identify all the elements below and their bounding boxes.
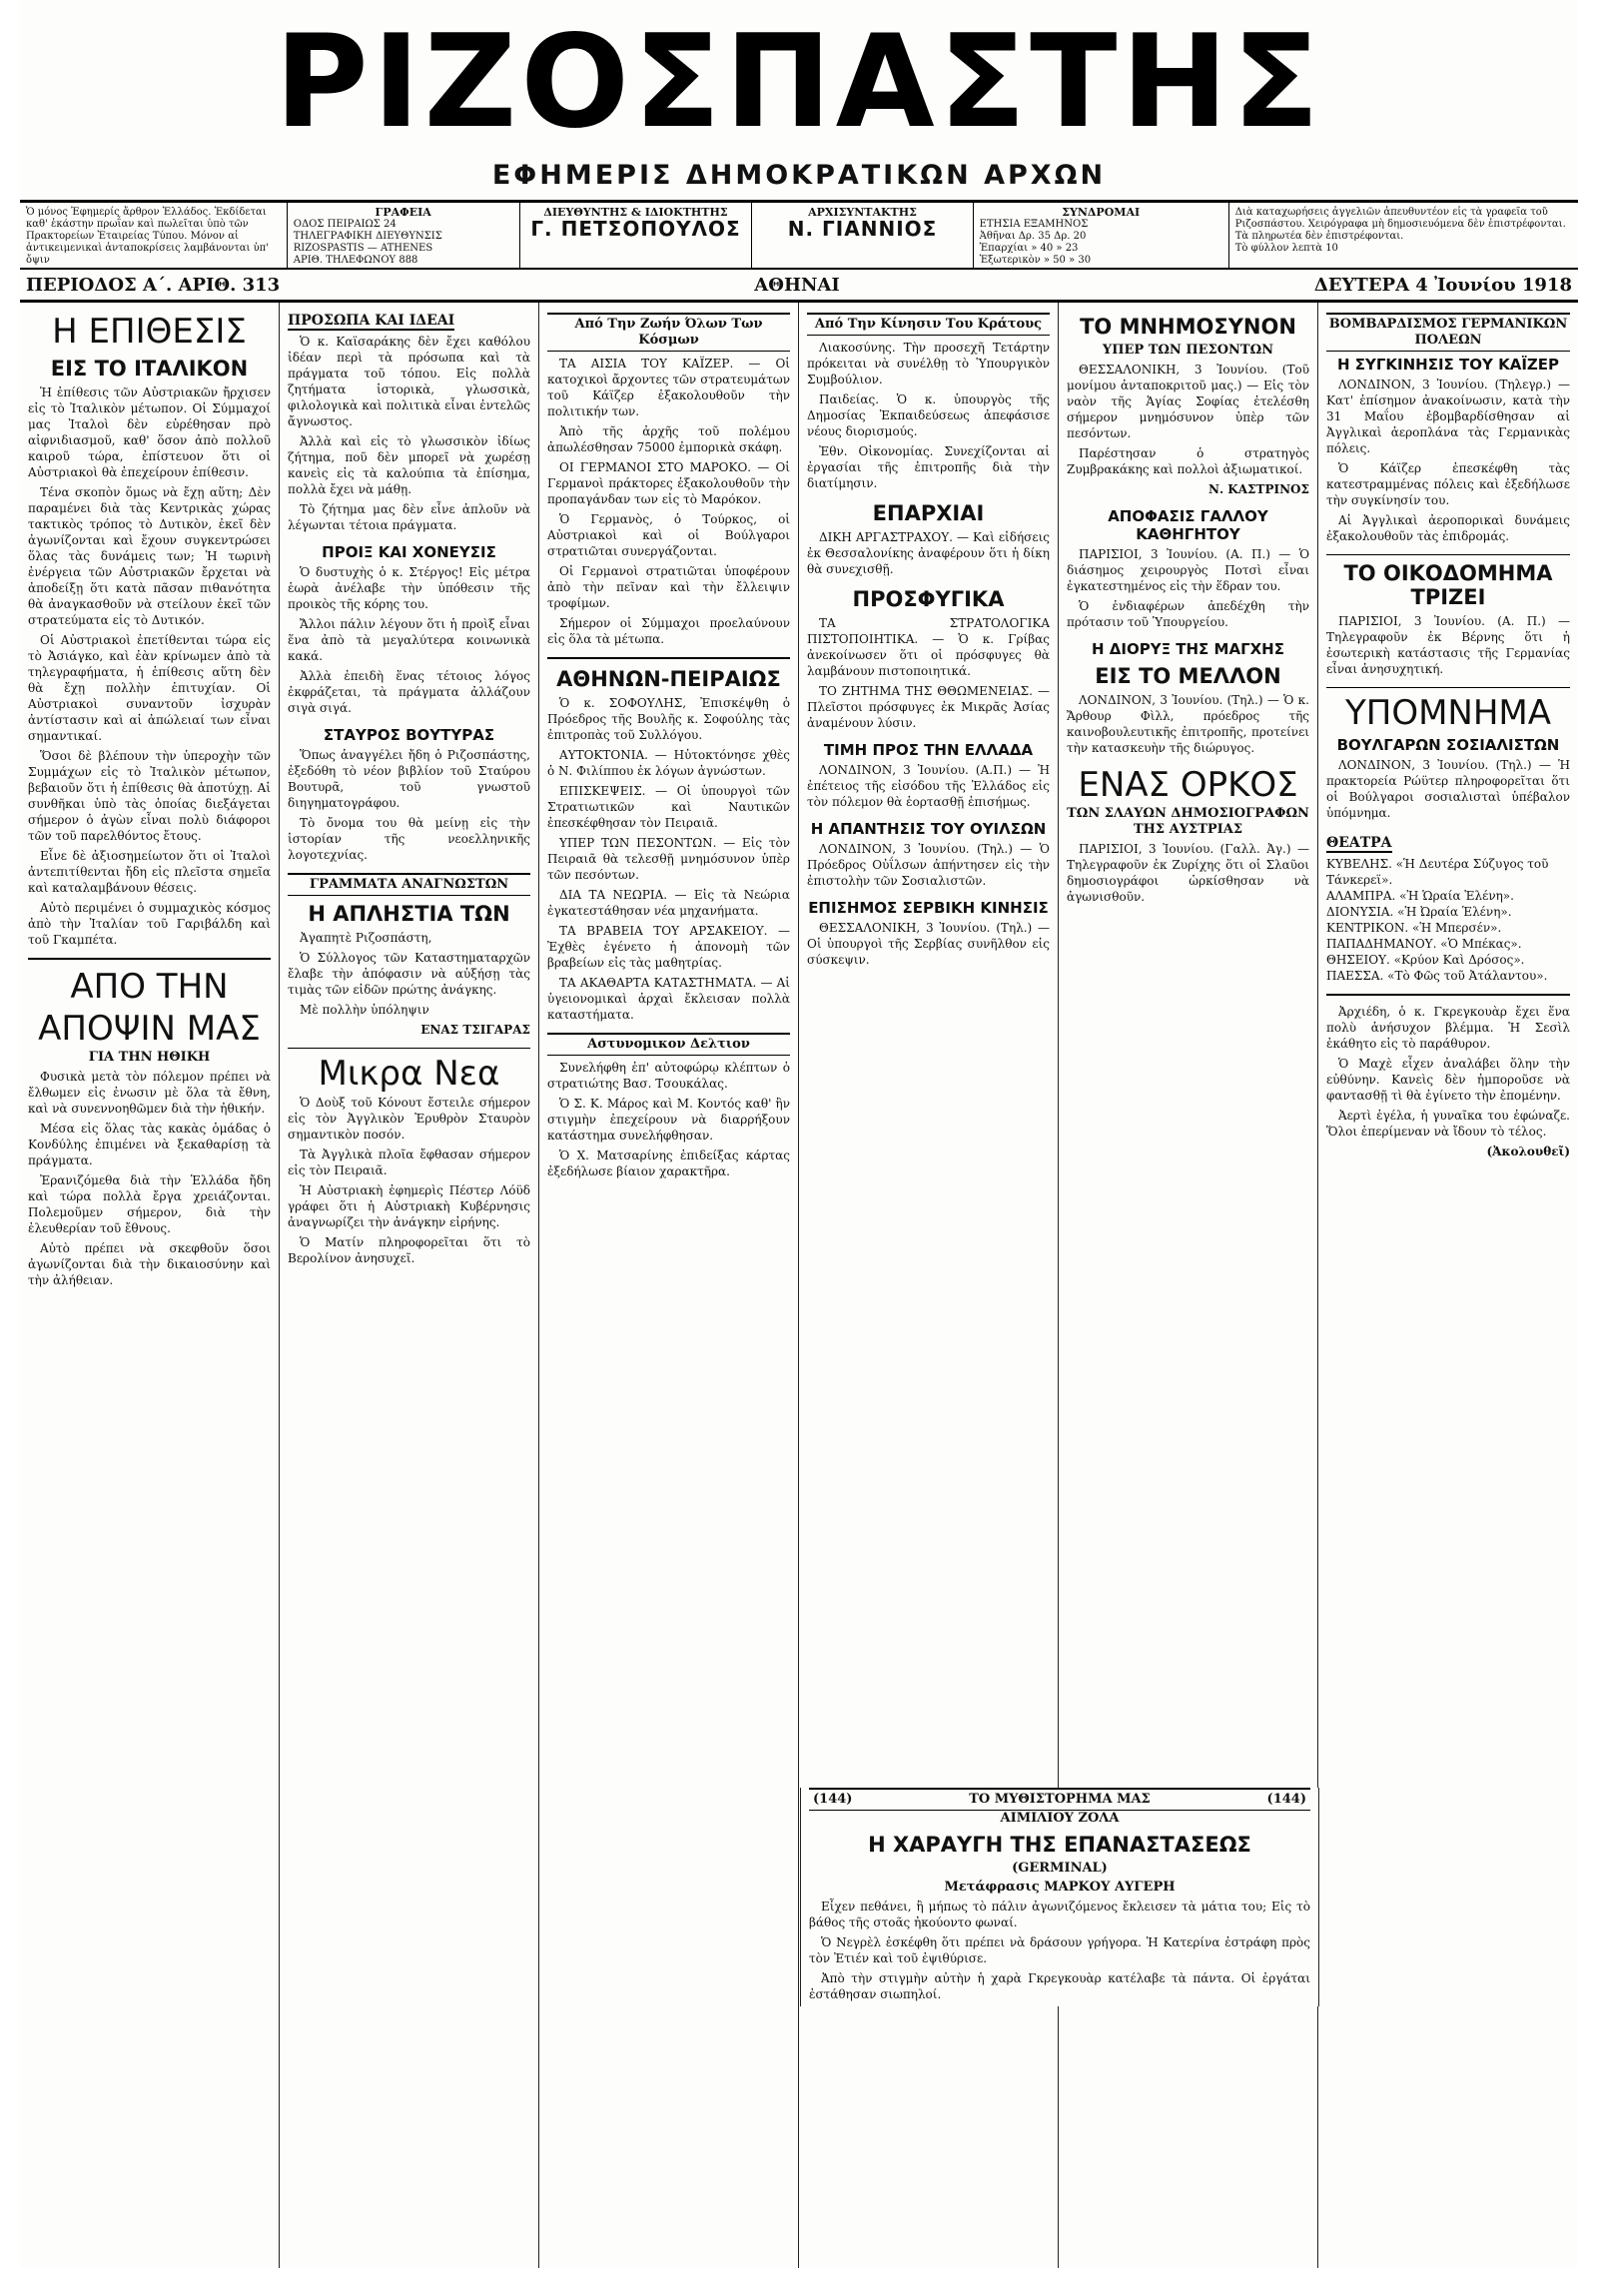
paragraph: Ὁ Ματίν πληροφορεῖται ὅτι τὸ Βερολίνον ἀνησυχεῖ. (288, 1235, 530, 1265)
article-headline: Μικρα Νεα (318, 1054, 500, 1094)
paragraph: ΛΟΝΔΙΝΟΝ, 3 Ἰουνίου. (Τηλ.) — Ἡ πρακτορεία Ρώϋτερ πληροφορεῖται ὅτι οἱ Βούλγαροι σοσιαλισταὶ ὑπέβαλον ὑπόμνημα. (1326, 758, 1570, 820)
serial-novel (800, 1788, 1319, 2006)
serial-continuation (1326, 1004, 1570, 1159)
article-headline: ΤΙΜΗ ΠΡΟΣ ΤΗΝ ΕΛΛΑΔΑ (823, 741, 1034, 759)
office-line: ΑΡΙΘ. ΤΗΛΕΦΩΝΟΥ 888 (293, 255, 418, 266)
paragraph: ΤΟ ΖΗΤΗΜΑ ΤΗΣ ΘΘΩΜΕΝΕΙΑΣ. — Πλεῖστοι πρόσφυγες ἐκ Μικρᾶς Ἀσίας ἀναμένουν λύσιν. (807, 684, 1050, 730)
paragraph: Ἀλλὰ καὶ εἰς τὸ γλωσσικὸν ἰδίως ζήτημα, ποῦ δὲν μπορεῖ νὰ χωρέσῃ κανεὶς εἰς τὰ καλούπια τὰ ἐπίσημα, πολλὰ ἔχει νὰ μάθῃ. (288, 434, 530, 496)
city: ΑΘΗΝΑΙ (754, 274, 840, 296)
paragraph: Ὁ κ. Καϊσαράκης δὲν ἔχει καθόλου ἰδέαν περὶ τὰ πρόσωπα καὶ τὰ πράγματα τοῦ τόπου. Εἰς πολλὰ ζητήματα ἱστορικὰ, γλωσσικὰ, φιλολογικὰ καὶ πολιτικὰ εἶναι ἐντελῶς ἄγνωστος. (288, 335, 530, 428)
paragraph: ΤΑ ΑΚΑΘΑΡΤΑ ΚΑΤΑΣΤΗΜΑΤΑ. — Αἱ ὑγειονομικαὶ ἀρχαὶ ἔκλεισαν πολλὰ καταστήματα. (547, 976, 790, 1022)
article-channel-tunnel (1067, 640, 1309, 756)
paragraph: Ὁ Χ. Ματσαρίνης ἐπιδείξας κάρτας ἐξεδήλωσε βίαιον χαρακτῆρα. (547, 1148, 790, 1178)
paragraph: ΘΕΣΣΑΛΟΝΙΚΗ, 3 Ἰουνίου. (Τηλ.) — Οἱ ὑπουργοὶ τῆς Σερβίας συνῆλθον εἰς σύσκεψιν. (807, 921, 1050, 967)
article-subheadline: Η ΣΥΓΚΙΝΗΣΙΣ ΤΟΥ ΚΑΪΖΕΡ (1336, 356, 1560, 374)
serial-number-right: (144) (1266, 1792, 1306, 1807)
section-label: Από Την Ζωήν Όλων Των Κόσμων (547, 313, 790, 352)
paragraph: Τὸ ὄνομα του θὰ μείνῃ εἰς τὴν ἱστορίαν τῆς νεοελληνικῆς λογοτεχνίας. (288, 816, 530, 862)
article-world-news (547, 313, 790, 647)
signature: Ν. ΚΑΣΤΡΙΝΟΣ (1207, 482, 1309, 496)
opinion-article (28, 968, 271, 1288)
editor-name: Ν. ΓΙΑΝΝΙΟΣ (787, 217, 938, 241)
continued-note: (Ἀκολουθεῖ) (1486, 1145, 1570, 1158)
paragraph: ΛΟΝΔΙΝΟΝ, 3 Ἰουνίου. (Τηλ.) — Ὁ κ. Ἄρθουρ Φὶλλ, πρόεδρος τῆς καινοβουλευτικῆς ἐπιτροπῆς, προτείνει τὴν κατασκευὴν τῆς διώρυγος. (1067, 693, 1309, 755)
issue-date: ΔΕΥΤΕΡΑ 4 Ἰουνίου 1918 (1313, 274, 1572, 296)
article-bombardment (1326, 313, 1570, 544)
newspaper-page (20, 0, 1578, 2267)
subscriptions-box (974, 203, 1229, 268)
paragraph: ΤΑ ΑΙΣΙΑ ΤΟΥ ΚΑΪΖΕΡ. — Οἱ κατοχικοὶ ἄρχοντες τῶν στρατευμάτων τοῦ Κάϊζερ ἐξακολουθοῦν τὴν πολιτικήν των. (547, 357, 790, 418)
article-athens-piraeus (547, 667, 790, 1023)
paragraph: Εἶχεν πεθάνει, ἢ μήπως τὸ πάλιν ἀγωνιζόμενος ἔκλεισεν τὰ μάτια του; Εἰς τὸ βάθος τῆς στοᾶς ἠκούοντο φωναί. (809, 1900, 1310, 1929)
office-line: RIZOSPASTIS — ATHENES (293, 243, 433, 254)
divider (1326, 554, 1570, 555)
paragraph: Ὁ Νεγρὲλ ἐσκέφθη ὅτι πρέπει νὰ δράσουν γρήγορα. Ἡ Κατερίνα ἐστράφη πρὸς τὸν Ἐτιέν καὶ τοῦ ἐψιθύρισε. (809, 1935, 1310, 1965)
opinion-headline-1: ΑΠΟ ΤΗΝ (70, 967, 229, 1007)
theatre-entry: ΠΑΕΣΣΑ. «Τὸ Φῶς τοῦ Ἀτάλαντου». (1326, 969, 1548, 983)
article-headline: ΕΠΙΣΗΜΟΣ ΣΕΡΒΙΚΗ ΚΙΝΗΣΙΣ (808, 899, 1049, 917)
paragraph: Λιακοσύνης. Τὴν προσεχῆ Τετάρτην πρόκειται νὰ συνέλθῃ τὸ Ὑπουργικὸν Συμβούλιον. (807, 341, 1050, 386)
paragraph: Ὅπως ἀναγγέλει ἤδη ὁ Ριζοσπάστης, ἐξεδόθη τὸ νέον βιβλίον τοῦ Σταύρου Βουτυρᾶ, τοῦ γνωστοῦ διηγηματογράφου. (288, 748, 530, 810)
serial-author: ΑΙΜΙΛΙΟΥ ΖΟΛΑ (1000, 1811, 1120, 1826)
article-headline: ΒΟΜΒΑΡΔΙΣΜΟΣ ΓΕΡΜΑΝΙΚΩΝ ΠΟΛΕΩΝ (1326, 313, 1570, 352)
theatre-entry: ΔΙΟΝΥΣΙΑ. «Ἡ Ὠραία Ἑλένη». (1326, 905, 1512, 919)
section-label: ΓΡΑΜΜΑΤΑ ΑΝΑΓΝΩΣΤΩΝ (288, 873, 530, 896)
theatre-entry: ΚΥΒΕΛΗΣ. «Ἡ Δευτέρα Σύζυγος τοῦ Τάνκερεϊ». (1326, 857, 1549, 887)
paragraph: Ὁ Δοὺξ τοῦ Κόνουτ ἔστειλε σήμερον εἰς τὸν Ἀγγλικὸν Ἐρυθρὸν Σταυρὸν σημαντικὸν ποσόν. (288, 1096, 530, 1142)
paragraph: Παιδείας. Ὁ κ. ὑπουργὸς τῆς Δημοσίας Ἐκπαιδεύσεως ἀπεφάσισε νέους διορισμούς. (807, 392, 1050, 438)
info-bar (20, 200, 1578, 270)
paragraph: Ὁ ἐνδιαφέρων ἀπεδέχθη τὴν πρότασιν τοῦ Ὑπουργείου. (1067, 599, 1309, 629)
editor-head: ΑΡΧΙΣΥΝΤΑΚΤΗΣ (808, 206, 917, 219)
masthead (20, 0, 1578, 200)
article-subheadline: ΒΟΥΛΓΑΡΩΝ ΣΟΣΙΑΛΙΣΤΩΝ (1336, 736, 1560, 754)
paragraph: Οἱ Αὐστριακοὶ ἐπετίθενται τώρα εἰς τὸ Ἀσιάγκο, καὶ ἐὰν κρίνωμεν ἀπὸ τὰ τηλεγραφήματα, ἡ ἐπίθεσις αὕτη δὲν θὰ ἔχῃ πολλὴν ἐπιτυχίαν. Οἱ Αὐστριακοὶ συναντοῦν ἰσχυρὰν ἀντίστασιν καὶ αἱ ἀπώλειαί των εἶναι σημαντικαί. (28, 633, 271, 743)
article-police-bulletin (547, 1033, 790, 1179)
signature: ΕΝΑΣ ΤΣΙΓΑΡΑΣ (420, 1023, 530, 1037)
ads-note-box (1229, 203, 1578, 268)
article-headline: ΥΠΟΜΝΗΜΑ (1344, 693, 1552, 733)
lead-subheadline: ΕΙΣ ΤΟ ΙΤΑΛΙΚΟΝ (50, 357, 249, 381)
serial-subtitle: (GERMINAL) (1012, 1861, 1108, 1876)
motto-text: Ὁ μόνος Ἐφημερίς ἄρθρον Ἑλλάδος. Ἐκδίδεται καθ' ἑκάστην πρωΐαν καὶ πωλεῖται ὑπὸ τῶν Πρακτορείων Ἐταιρείας Τύπου. Μόνον αἱ ἀντικειμενικαὶ ἀνταποκρίσεις λαμβάνονται ὑπ' ὄψιν (26, 207, 269, 266)
subs-line: Τὸ φύλλον λεπτὰ 10 (1234, 243, 1338, 254)
paragraph: Αἱ Ἀγγλικαὶ ἀεροπορικαὶ δυνάμεις ἐξακολουθοῦν τὰς ἐπιδρομάς. (1326, 513, 1570, 543)
article-headline: Η ΑΠΑΝΤΗΣΙΣ ΤΟΥ ΟΥΙΛΣΩΝ (810, 820, 1047, 838)
serial-translator: Μετάφρασις ΜΑΡΚΟΥ ΑΥΓΕΡΗ (944, 1880, 1176, 1895)
motto-box (20, 203, 288, 268)
article-headline: ΣΤΑΥΡΟΣ ΒΟΥΤΥΡΑΣ (323, 726, 495, 744)
paragraph: ΤΑ ΒΡΑΒΕΙΑ ΤΟΥ ΑΡΣΑΚΕΙΟΥ. — Ἐχθὲς ἐγένετο ἡ ἀπονομὴ τῶν βραβείων εἰς τὰς μαθητρίας. (547, 924, 790, 970)
article-headline: ΠΡΟΣΩΠΑ ΚΑΙ ΙΔΕΑΙ (288, 313, 455, 329)
paragraph: ΔΙΑ ΤΑ ΝΕΩΡΙΑ. — Εἰς τὰ Νεώρια ἐγκατεστάθησαν νέα μηχανήματα. (547, 888, 790, 918)
paragraph: ΠΑΡΙΣΙΟΙ, 3 Ἰουνίου. (Γαλλ. Ἀγ.) — Τηλεγραφοῦν ἐκ Ζυρίχης ὅτι οἱ Σλαῦοι δημοσιογράφοι ὡρκίσθησαν νὰ ἀγωνισθοῦν. (1067, 842, 1309, 904)
paragraph: Ἡ Αὐστριακὴ ἐφημερὶς Πέστερ Λόϋδ γράφει ὅτι ἡ Αὐστριακὴ Κυβέρνησις ἀναγνωρίζει τὴν ἀνάγκην εἰρήνης. (288, 1183, 530, 1229)
paragraph: Ὁ δυστυχὴς ὁ κ. Στέργος! Εἰς μέτρα ἑωρὰ ἀνέλαβε τὴν ὑπόθεσιν τῆς προικὸς τῆς κόρης του. (288, 565, 530, 611)
newspaper-subtitle: ΕΦΗΜΕΡΙΣ ΔΗΜΟΚΡΑΤΙΚΩΝ ΑΡΧΩΝ (491, 160, 1107, 191)
serial-number-left: (144) (813, 1792, 853, 1807)
article-honour-greece (807, 741, 1050, 810)
paragraph: ΕΠΙΣΚΕΨΕΙΣ. — Οἱ ὑπουργοὶ τῶν Στρατιωτικῶν καὶ Ναυτικῶν ἐπεσκέφθησαν τὸν Πειραιᾶ. (547, 784, 790, 830)
article-short-news (288, 1055, 530, 1266)
paragraph: Αὐτὸ περιμένει ὁ συμμαχικὸς κόσμος ἀπὸ τὴν Ἰταλίαν τοῦ Γαριβάλδη καὶ τοῦ Γκαμπέτα. (28, 901, 271, 947)
article-headline: Η ΑΠΛΗΣΤΙΑ ΤΩΝ (308, 902, 510, 926)
paragraph: Ὅσοι δὲ βλέπουν τὴν ὑπεροχὴν τῶν Συμμάχων εἰς τὸ Ἰταλικὸν μέτωπον, βεβαιοῦν ὅτι ἡ ἐπίθεσις θὰ ἀποτύχῃ. Αἱ συνθῆκαι ὑπὸ τὰς ὁποίας διεξάγεται σήμερον ὁ ἀγὼν εἶναι πολὺ διάφοροι τῶν τοῦ παρελθόντος ἔτους. (28, 749, 271, 843)
paragraph: Ἀγαπητὲ Ριζοσπάστη, (300, 931, 432, 945)
article-memorandum (1326, 694, 1570, 821)
serial-label: ΤΟ ΜΥΘΙΣΤΟΡΗΜΑ ΜΑΣ (969, 1792, 1151, 1807)
paragraph: Ἀπὸ τὴν στιγμὴν αὐτὴν ἡ χαρὰ Γκρεγκουὰρ κατέλαβε τὰ πάντα. Οἱ ἐργάται ἐστάθησαν σιωπηλοί. (809, 1971, 1310, 2001)
lead-headline: Η ΕΠΙΘΕΣΙΣ (52, 312, 247, 352)
article-headline: ΠΡΟΣΦΥΓΙΚΑ (852, 587, 1005, 611)
subs-line: ΕΤΗΣΙΑ ΕΞΑΜΗΝΟΣ (979, 219, 1089, 230)
serial-title: Η ΧΑΡΑΥΓΗ ΤΗΣ ΕΠΑΝΑΣΤΑΣΕΩΣ (868, 1833, 1251, 1857)
article-building-creaks (1326, 561, 1570, 677)
columns (20, 303, 1578, 2268)
paragraph: Τένα σκοπὸν ὅμως νὰ ἔχῃ αὕτη; Δὲν παραμένει διὰ τὰς Κεντρικὰς χώρας τακτικὸς τρόπος τὸ Δυτικὸν, ἐκεῖ δὲν ἀγωνίζονται καὶ ἔχουν συγκεντρώσει ὅλας τὰς δυνάμεις των; Ἡ τωρινὴ ἐνέργεια τῶν Αὐστριακῶν ἔρχεται νὰ ἀποδείξῃ ὅτι κατὰ πᾶσαν πιθανότητα θὰ ἀναγκασθοῦν νὰ στείλουν ἐκεῖ τῶν στρατεύματα εἰς τὸ Δυτικόν. (28, 485, 271, 627)
paragraph: ΤΑ ΣΤΡΑΤΟΛΟΓΙΚΑ ΠΙΣΤΟΠΟΙΗΤΙΚΑ. — Ὁ κ. Γρίβας ἀνεκοίνωσεν ὅτι οἱ πρόσφυγες θὰ λαμβάνουν πιστοποιητικά. (807, 616, 1050, 678)
article-serbian (807, 899, 1050, 968)
article-headline: ΑΠΟΦΑΣΙΣ ΓΑΛΛΟΥ ΚΑΘΗΓΗΤΟΥ (1108, 507, 1268, 543)
paragraph: Τὰ Ἀγγλικὰ πλοῖα ἔφθασαν σήμερον εἰς τὸν Πειραιᾶ. (288, 1148, 530, 1177)
article-headline: ΑΘΗΝΩΝ-ΠΕΙΡΑΙΩΣ (556, 667, 781, 691)
paragraph: ΛΟΝΔΙΝΟΝ, 3 Ἰουνίου. (Τηλεγρ.) — Κατ' ἐπίσημον ἀνακοίνωσιν, κατὰ τὴν 31 Μαΐου ἐβομβαρδίσθησαν αἱ Ἀγγλικαὶ ἀεροπλάνα τὰς Γερμανικὰς πόλεις. (1326, 378, 1570, 455)
paragraph: ΟΙ ΓΕΡΜΑΝΟΙ ΣΤΟ ΜΑΡΟΚΟ. — Οἱ Γερμανοὶ πράκτορες ἐξακολουθοῦν τὴν προπαγάνδαν των εἰς τὸ Μαρόκον. (547, 460, 790, 506)
paragraph: ΛΟΝΔΙΝΟΝ, 3 Ἰουνίου. (Τηλ.) — Ὁ Πρόεδρος Οὐΐλσων ἀπήντησεν εἰς τὴν ἐπιστολὴν τῶν Σοσιαλιστῶν. (807, 842, 1050, 888)
article-headline: Η ΔΙΟΡΥΞ ΤΗΣ ΜΑΓΧΗΣ (1092, 640, 1284, 658)
divider (1326, 994, 1570, 996)
article-dowry (288, 543, 530, 716)
issue-number: ΠΕΡΙΟΔΟΣ Α΄. ΑΡΙΘ. 313 (26, 274, 281, 296)
subscriptions-head: ΣΥΝΔΡΟΜΑΙ (1062, 206, 1141, 219)
article-headline: ΕΠΑΡΧΙΑΙ (872, 501, 985, 525)
paragraph: Ὁ Κάϊζερ ἐπεσκέφθη τὰς κατεστραμμένας πόλεις καὶ ἐξεδήλωσε τὴν συγκίνησίν του. (1326, 461, 1570, 507)
column-2 (280, 303, 539, 2268)
section-label: Από Την Κίνησιν Του Κράτους (807, 313, 1050, 336)
paragraph: Οἱ Γερμανοὶ στρατιῶται ὑποφέρουν ἀπὸ τὴν πεῖναν καὶ τὴν ἔλλειψιν τροφίμων. (547, 564, 790, 610)
theatre-entry: ΠΑΠΑΔΗΜΑΝΟΥ. «Ὁ Μπέκας». (1326, 937, 1522, 951)
theatres-listing (1326, 831, 1570, 984)
date-bar (20, 270, 1578, 303)
paragraph: Ἐρανιζόμεθα διὰ τὴν Ἑλλάδα ἤδη καὶ τώρα πολλὰ ἔργα χρειάζονται. Πολεμοῦμεν σήμερον, διὰ τὴν ἐλευθερίαν τοῦ ἔθνους. (28, 1173, 271, 1235)
ads-note: Διὰ καταχωρήσεις ἀγγελιῶν ἀπευθυντέον εἰς τὰ γραφεῖα τοῦ Ριζοσπάστου. Χειρόγραφα μὴ δημοσιευόμενα δὲν ἐπιστρέφονται. Τὰ πληρωτέα δὲν ἐπιστρέφονται. (1234, 207, 1566, 242)
paragraph: Τὸ ζήτημα μας δὲν εἶνε ἀπλοῦν νὰ λέγωνται τέτοια πράγματα. (288, 502, 530, 532)
divider (1326, 687, 1570, 688)
paragraph: ΘΕΣΣΑΛΟΝΙΚΗ, 3 Ἰουνίου. (Τοῦ μονίμου ἀνταποκριτοῦ μας.) — Εἰς τὸν ναὸν τῆς Ἁγίας Σοφίας ἐτελέσθη σήμερον μνημόσυνον ὑπὲρ τῶν πεσόντων. (1067, 363, 1309, 440)
article-voutyras (288, 726, 530, 863)
paragraph: ΔΙΚΗ ΑΡΓΑΣΤΡΑΧΟΥ. — Καὶ εἰδήσεις ἐκ Θεσσαλονίκης ἀναφέρουν ὅτι ἡ δίκη θὰ συνεχισθῇ. (807, 530, 1050, 576)
paragraph: Ἀερτὶ ἐγέλα, ἡ γυναῖκα του ἐφώναζε. Ὅλοι ἐπερίμεναν νὰ ἴδουν τὸ τέλος. (1326, 1109, 1570, 1139)
article-subheadline: ΕΙΣ ΤΟ ΜΕΛΛΟΝ (1095, 664, 1281, 688)
divider (547, 657, 790, 659)
column-3 (539, 303, 799, 2268)
paragraph: Ἡ ἐπίθεσις τῶν Αὐστριακῶν ἤρχισεν εἰς τὸ Ἰταλικὸν μέτωπον. Οἱ Σύμμαχοί μας Ἰταλοὶ δὲν εὑρέθησαν πρὸ αἰφνιδιασμοῦ, καθ' ὅσον ἀπὸ πολλοῦ καιροῦ τώρα, ἐπίστευον ὅτι οἱ Αὐστριακοὶ θὰ ἐπεχείρουν ἐπίθεσιν. (28, 385, 271, 479)
theatre-entry: ΘΗΣΕΙΟΥ. «Κρύον Καὶ Δρόσος». (1326, 953, 1525, 967)
paragraph: Μέσα εἰς ὅλας τὰς κακὰς ὁμάδας ὁ Κονδύλης ἐπιμένει νὰ ξεκαθαρίσῃ τὰ πράγματα. (28, 1122, 271, 1167)
opinion-headline-2: ΑΠΟΨΙΝ ΜΑΣ (38, 1009, 261, 1049)
article-headline: ΠΡΟΙΞ ΚΑΙ ΧΟΝΕΥΣΙΣ (322, 543, 496, 561)
director-head: ΔΙΕΥΘΥΝΤΗΣ & ΙΔΙΟΚΤΗΤΗΣ (543, 206, 728, 219)
paragraph: Ἐθν. Οἰκονομίας. Συνεχίζονται αἱ ἐργασίαι τῆς ἐπιτροπῆς διὰ τὴν διατίμησιν. (807, 444, 1050, 490)
paragraph: Εἶνε δὲ ἀξιοσημείωτον ὅτι οἱ Ἰταλοὶ ἀντεπιτίθενται ἤδη εἰς πλεῖστα σημεῖα καὶ καταλαμβάνουν θέσεις. (28, 849, 271, 895)
article-persons-ideas (288, 309, 530, 533)
paragraph: ΛΟΝΔΙΝΟΝ, 3 Ἰουνίου. (Α.Π.) — Ἡ ἐπέτειος τῆς εἰσόδου τῆς Ἑλλάδος εἰς τὸν πόλεμον θὰ ἑορτασθῇ ἐπισήμως. (807, 763, 1050, 809)
paragraph: Παρέστησαν ὁ στρατηγὸς Ζυμβρακάκης καὶ πολλοὶ ἀξιωματικοί. (1067, 446, 1309, 476)
paragraph: Ὁ Σ. Κ. Μάρος καὶ Μ. Κοντός καθ' ἣν στιγμὴν ἐπεχείρουν νὰ διαρρήξουν κατάστημα συνελήφθησαν. (547, 1097, 790, 1143)
paragraph: ΠΑΡΙΣΙΟΙ, 3 Ἰουνίου. (Α. Π.) — Τηλεγραφοῦν ἐκ Βέρνης ὅτι ἡ ἐσωτερικὴ κατάστασις τῆς Γερμανίας εἶναι ἀνησυχητική. (1326, 614, 1570, 676)
article-refugees (807, 587, 1050, 731)
divider (288, 1048, 530, 1049)
paragraph: Ἀπὸ τῆς ἀρχῆς τοῦ πολέμου ἀπωλέσθησαν 75000 ἐμπορικὰ σκάφη. (547, 424, 790, 454)
paragraph: Ἄλλοι πάλιν λέγουν ὅτι ἡ προὶξ εἶναι ἕνα ἀπὸ τὰ μεγαλύτερα κοινωνικὰ κακά. (288, 617, 530, 663)
article-letters (288, 873, 530, 1038)
paragraph: ΑΥΤΟΚΤΟΝΙΑ. — Ηὐτοκτόνησε χθὲς ὁ Ν. Φιλίππου ἐκ λόγων ἀγνώστων. (547, 748, 790, 778)
paragraph: Σήμερον οἱ Σύμμαχοι προελαύνουν εἰς ὅλα τὰ μέτωπα. (547, 616, 790, 646)
paragraph: Αὐτὸ πρέπει νὰ σκεφθοῦν ὅσοι ἀγωνίζονται διὰ τὴν δικαιοσύνην καὶ τὴν ἀλήθειαν. (28, 1241, 271, 1287)
subs-line: Ἀθῆναι Δρ. 35 Δρ. 20 (979, 231, 1087, 242)
director-name: Γ. ΠΕΤΣΟΠΟΥΛΟΣ (530, 217, 741, 241)
opinion-subheadline: ΓΙΑ ΤΗΝ ΗΘΙΚΗ (88, 1050, 211, 1065)
paragraph: Ὁ Σύλλογος τῶν Καταστηματαρχῶν ἔλαβε τὴν ἀπόφασιν νὰ αὐξήσῃ τὰς τιμὰς τῶν εἰδῶν πρώτης ἀνάγκης. (288, 951, 530, 997)
column-6 (1318, 303, 1578, 2268)
paragraph: Συνελήφθη ἐπ' αὐτοφώρῳ κλέπτων ὁ στρατιώτης Βασ. Τσουκάλας. (547, 1061, 790, 1091)
paragraph: Ὁ Μαχὲ εἶχεν ἀναλάβει ὅλην τὴν εὐθύνην. Κανεὶς δὲν ἠμποροῦσε νὰ φαντασθῇ τὶ θὰ ἐγίνετο τὴν ἐπομένην. (1326, 1057, 1570, 1103)
article-oath (1067, 766, 1309, 905)
theatre-entry: ΚΕΝΤΡΙΚΟΝ. «Ἡ Μπερσέν». (1326, 921, 1502, 935)
paragraph: ΥΠΕΡ ΤΩΝ ΠΕΣΟΝΤΩΝ. — Εἰς τὸν Πειραιᾶ θὰ τελεσθῇ μνημόσυνον ὑπὲρ τῶν πεσόντων. (547, 836, 790, 882)
article-wilson (807, 820, 1050, 889)
paragraph: Φυσικὰ μετὰ τὸν πόλεμον πρέπει νὰ ἔλθωμεν εἰς ἑνωσιν μὲ ὅλα τὰ ἔθνη, καὶ νὰ συνεννοηθῶμεν διὰ τὴν ἠθικήν. (28, 1070, 271, 1116)
paragraph: ΠΑΡΙΣΙΟΙ, 3 Ἰουνίου. (Α. Π.) — Ὁ διάσημος χειρουργὸς Ποτσὶ εἶναι ἐγκατεστημένος εἰς τὴν ἕδραν του. (1067, 547, 1309, 593)
paragraph: Μὲ πολλὴν ὑπόληψιν (300, 1003, 429, 1017)
article-french-professor (1067, 507, 1309, 630)
office-line: ΤΗΛΕΓΡΑΦΙΚΗ ΔΙΕΥΘΥΝΣΙΣ (293, 231, 442, 242)
theatre-entry: ΑΛΑΜΠΡΑ. «Ἡ Ὡραία Ἑλένη». (1326, 889, 1514, 903)
article-headline: ΕΝΑΣ ΟΡΚΟΣ (1078, 765, 1298, 805)
column-1 (20, 303, 280, 2268)
article-headline: ΤΟ ΜΝΗΜΟΣΥΝΟΝ (1080, 315, 1296, 339)
paragraph: Ὁ Γερμανὸς, ὁ Τούρκος, οἱ Αὐστριακοὶ καὶ οἱ Βούλγαροι στρατιῶται συνεργάζονται. (547, 512, 790, 558)
article-state (807, 313, 1050, 491)
section-label: Αστυνομικον Δελτιον (547, 1033, 790, 1056)
newspaper-title: ΡΙΖΟΣΠΑΣΤΗΣ (275, 8, 1323, 157)
lead-article (28, 313, 271, 948)
paragraph: Ὁ κ. ΣΟΦΟΥΛΗΣ, Ἐπισκέψθη ὁ Πρόεδρος τῆς Βουλῆς κ. Σοφούλης τὰς ἐπιτροπὰς τοῦ Συλλόγου. (547, 696, 790, 742)
article-memorial (1067, 315, 1309, 497)
serial-bar (809, 1788, 1310, 1811)
subs-line: Ἐξωτερικὸν » 50 » 30 (979, 255, 1092, 266)
office-box (288, 203, 520, 268)
director-box (520, 203, 753, 268)
paragraph: Ἀλλὰ ἐπειδὴ ἕνας τέτοιος λόγος ἐκφράζεται, τὰ πράγματα ἀλλάζουν σιγὰ σιγά. (288, 669, 530, 715)
paragraph: Ἀρχιέδη, ὁ κ. Γκρεγκουὰρ ἔχει ἕνα πολὺ ἀνήσυχον βλέμμα. Ἡ Σεσὶλ ἐκάθητο εἰς τὸ παράθυρον. (1326, 1005, 1570, 1051)
office-line: ΟΔΟΣ ΠΕΙΡΑΙΩΣ 24 (293, 219, 397, 230)
theatres-heading: ΘΕΑΤΡΑ (1326, 835, 1392, 851)
office-head: ΓΡΑΦΕΙΑ (375, 206, 431, 219)
article-provinces (807, 501, 1050, 577)
article-subheadline: ΥΠΕΡ ΤΩΝ ΠΕΣΟΝΤΩΝ (1102, 343, 1274, 358)
subs-line: Ἐπαρχίαι » 40 » 23 (979, 243, 1079, 254)
editor-box (752, 203, 973, 268)
article-subheadline: ΤΩΝ ΣΛΑΥΩΝ ΔΗΜΟΣΙΟΓΡΑΦΩΝ ΤΗΣ ΑΥΣΤΡΙΑΣ (1067, 806, 1309, 837)
divider (28, 958, 271, 960)
article-headline: ΤΟ ΟΙΚΟΔΟΜΗΜΑ ΤΡΙΖΕΙ (1343, 561, 1553, 609)
